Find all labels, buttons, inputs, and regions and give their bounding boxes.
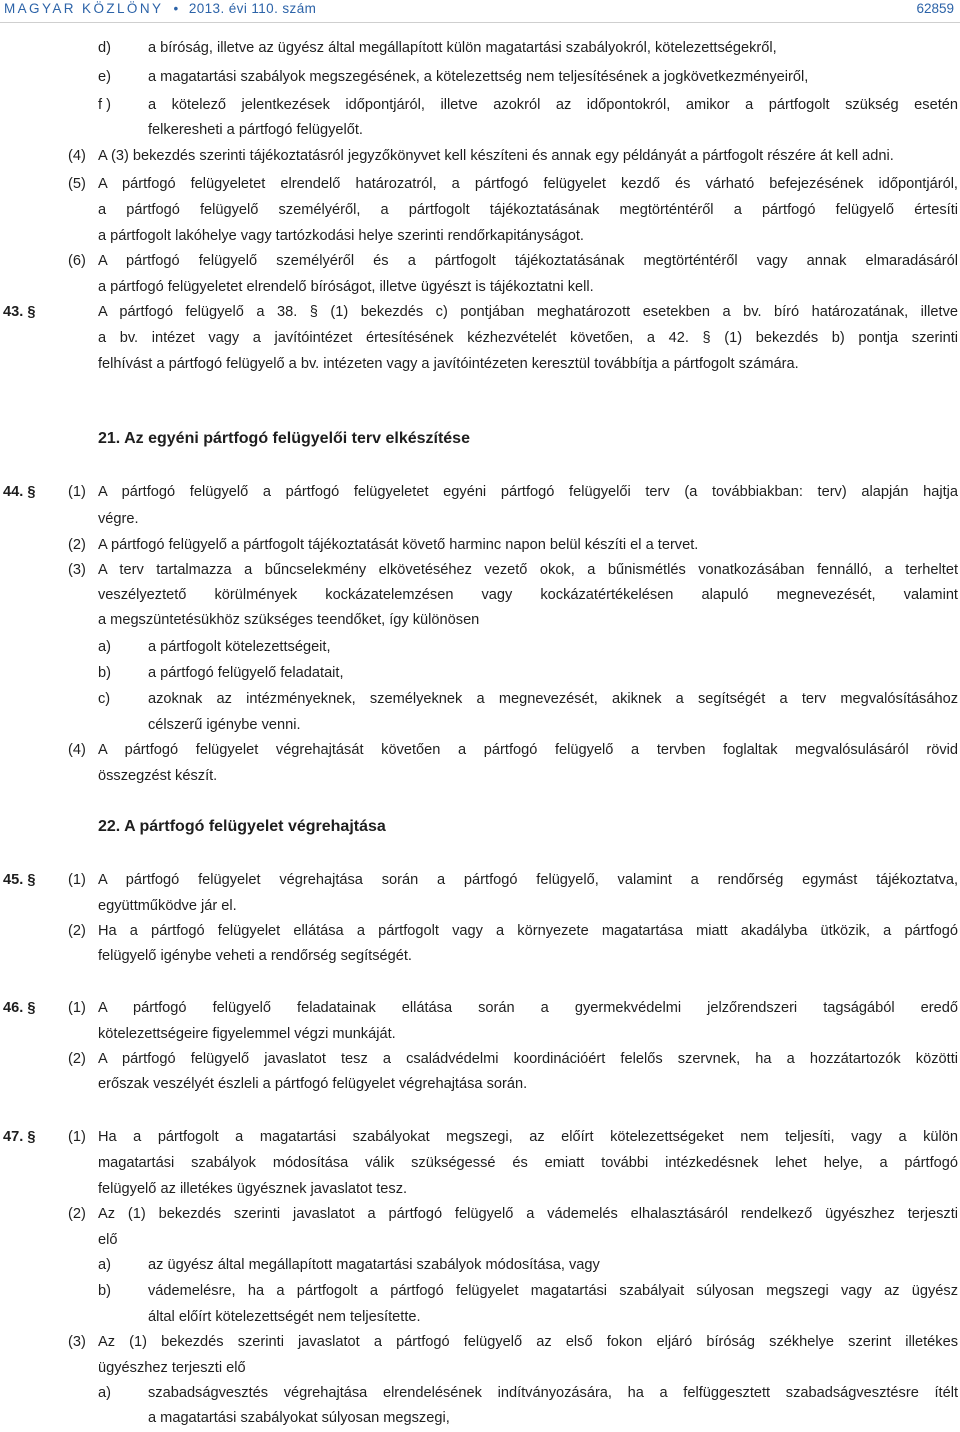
- s45-para-2-line: felügyelő igénybe veheti a rendőrség segítségét.: [98, 948, 412, 964]
- section-45-number: 45. §: [3, 872, 36, 888]
- header-publication: [4, 1, 316, 16]
- s45-para-1-label: (1): [68, 872, 86, 888]
- page-number: 62859: [916, 1, 954, 16]
- para-4-label: (4): [68, 148, 86, 164]
- para-5-line: a pártfogó felügyelő személyéről, a pártfogolt tájékoztatásának megtörténtéről a pártfogó felügyelő értesíti: [98, 202, 958, 218]
- page-header: [0, 0, 960, 24]
- s47-item-a-label: a): [98, 1257, 111, 1273]
- s45-para-2-label: (2): [68, 923, 86, 939]
- s44-para-3-line: a megszüntetésükhöz szükséges teendőket, így különösen: [98, 612, 480, 628]
- s44-item-c-label: c): [98, 691, 111, 707]
- s47-para-2-label: (2): [68, 1206, 86, 1222]
- s47-item-3a-line: szabadságvesztés végrehajtása elrendelésének indítványozására, ha a felfüggesztett szabadságvesztésre ítélt: [148, 1385, 958, 1401]
- s47-para-3-label: (3): [68, 1334, 86, 1350]
- item-e-label: e): [98, 69, 111, 85]
- item-f-label: f ): [98, 97, 111, 113]
- s47-para-2-line: Az (1) bekezdés szerinti javaslatot a pártfogó felügyelő a vádemelés elhalasztásáról rendelkező ügyészhez terjeszti: [98, 1206, 958, 1222]
- s44-item-b-line: a pártfogó felügyelő feladatait,: [148, 665, 344, 681]
- para-6-line: A pártfogó felügyelő személyéről és a pártfogolt tájékoztatásának megtörténtéről vagy annak elmaradásáról: [98, 253, 958, 269]
- para-6-line: a pártfogó felügyeletet elrendelő bíróságot, illetve ügyészt is tájékoztatni kell.: [98, 279, 594, 295]
- s47-item-3a-label: a): [98, 1385, 111, 1401]
- s44-para-2-line: A pártfogó felügyelő a pártfogolt tájékoztatását követő harminc napon belül készíti el a tervet.: [98, 537, 699, 553]
- s47-item-b-line: vádemelésre, ha a pártfogolt a pártfogó felügyelet magatartási szabályait súlyosan megszegi vagy az ügyész: [148, 1283, 958, 1299]
- section-43-number: 43. §: [3, 304, 36, 320]
- s44-item-a-label: a): [98, 639, 111, 655]
- s46-para-2-line: erőszak veszélyét észleli a pártfogó felügyelet végrehajtása során.: [98, 1076, 528, 1092]
- s44-item-a-line: a pártfogolt kötelezettségeit,: [148, 639, 331, 655]
- item-d-line: a bíróság, illetve az ügyész által megállapított külön magatartási szabályokról, kötelezettségekről,: [148, 40, 777, 56]
- s47-para-3-line: ügyészhez terjeszti elő: [98, 1360, 246, 1376]
- s44-para-3-line: veszélyeztető körülmények kockázatelemzésen vagy kockázatértékelésen alapuló megnevezését, valamint: [98, 587, 958, 603]
- s44-para-1-label: (1): [68, 484, 86, 500]
- s47-para-1-line: Ha a pártfogolt a magatartási szabályokat megszegi, az előírt kötelezettségeket nem teljesíti, vagy a külön: [98, 1129, 958, 1145]
- para-5-label: (5): [68, 176, 86, 192]
- s46-para-2-label: (2): [68, 1051, 86, 1067]
- section-43-text-line: a bv. intézet vagy a javítóintézet értesítésének kézhezvételét követően, a 42. § (1) bekezdés b) pontja szerinti: [98, 330, 958, 346]
- s44-para-4-label: (4): [68, 742, 86, 758]
- s44-item-b-label: b): [98, 665, 111, 681]
- para-4-line: A (3) bekezdés szerinti tájékoztatásról jegyzőkönyvet kell készíteni és annak egy példányát a pártfogolt részére át kell adni.: [98, 148, 894, 164]
- s47-para-2-line: elő: [98, 1232, 118, 1248]
- s44-para-2-label: (2): [68, 537, 86, 553]
- s44-para-1-line: A pártfogó felügyelő a pártfogó felügyeletet egyéni pártfogó felügyelői terv (a továbbiakban: terv) alapján hajtja: [98, 484, 958, 500]
- s46-para-1-line: A pártfogó felügyelő feladatainak ellátása során a gyermekvédelmi jelzőrendszeri tagságából eredő: [98, 1000, 958, 1016]
- s44-para-1-line: végre.: [98, 511, 139, 527]
- s45-para-2-line: Ha a pártfogó felügyelet ellátása a pártfogolt vagy a környezete magatartása miatt akadályba ütközik, a pártfogó: [98, 923, 958, 939]
- s47-para-3-line: Az (1) bekezdés szerinti javaslatot a pártfogó felügyelő az első fokon eljáró bíróság székhelye szerint illetékes: [98, 1334, 958, 1350]
- issue-label: 2013. évi 110. szám: [188, 1, 317, 16]
- heading-22: 22. A pártfogó felügyelet végrehajtása: [98, 818, 386, 835]
- section-46-number: 46. §: [3, 1000, 36, 1016]
- section-43-text-line: A pártfogó felügyelő a 38. § (1) bekezdés c) pontjában meghatározott esetekben a bv. bíró határozatának, illetve: [98, 304, 958, 320]
- s47-item-b-label: b): [98, 1283, 111, 1299]
- s44-para-3-label: (3): [68, 562, 86, 578]
- s44-para-4-line: A pártfogó felügyelet végrehajtását követően a pártfogó felügyelő a tervben foglaltak megvalósulásáról rövid: [98, 742, 958, 758]
- s46-para-2-line: A pártfogó felügyelő javaslatot tesz a családvédelmi koordinációért felelős szervnek, ha a hozzátartozók közötti: [98, 1051, 958, 1067]
- header-rule: [0, 22, 960, 23]
- s46-para-1-line: kötelezettségeire figyelemmel végzi munkáját.: [98, 1026, 396, 1042]
- s45-para-1-line: együttműködve jár el.: [98, 898, 237, 914]
- para-6-label: (6): [68, 253, 86, 269]
- item-f-line: a kötelező jelentkezések időpontjáról, illetve azokról az időpontokról, amikor a pártfogolt szükség esetén: [148, 97, 958, 113]
- s44-para-4-line: összegzést készít.: [98, 768, 218, 784]
- para-5-line: A pártfogó felügyeletet elrendelő határozatról, a pártfogó felügyelet kezdő és várható befejezésének időpontjáról,: [98, 176, 958, 192]
- section-44-number: 44. §: [3, 484, 36, 500]
- header-bullet: •: [173, 1, 179, 16]
- heading-21: 21. Az egyéni pártfogó felügyelői terv elkészítése: [98, 430, 470, 447]
- s46-para-1-label: (1): [68, 1000, 86, 1016]
- para-5-line: a pártfogolt lakóhelye vagy tartózkodási helye szerinti rendőrkapitányságot.: [98, 228, 584, 244]
- section-43-text-line: felhívást a pártfogó felügyelő a bv. intézeten vagy a javítóintézeten keresztül továbbítja a pártfogolt számára.: [98, 356, 799, 372]
- section-47-number: 47. §: [3, 1129, 36, 1145]
- s47-para-1-line: magatartási szabályok módosítása válik szükségessé és emiatt további intézkedésnek lehet helye, a pártfogó: [98, 1155, 958, 1171]
- s47-item-a-line: az ügyész által megállapított magatartási szabályok módosítása, vagy: [148, 1257, 600, 1273]
- s44-item-c-line: azoknak az intézményeknek, személyeknek a megnevezését, akiknek a segítségét a terv megvalósításához: [148, 691, 958, 707]
- s44-item-c-line: célszerű igénybe venni.: [148, 717, 301, 733]
- item-f-line: felkeresheti a pártfogó felügyelőt.: [148, 122, 363, 138]
- item-e-line: a magatartási szabályok megszegésének, a kötelezettség nem teljesítésének a jogkövetkezményeiről,: [148, 69, 809, 85]
- item-d-label: d): [98, 40, 111, 56]
- s47-item-b-line: által előírt kötelezettségét nem teljesítette.: [148, 1309, 421, 1325]
- s45-para-1-line: A pártfogó felügyelet végrehajtása során a pártfogó felügyelő, valamint a rendőrség egymást tájékoztatva,: [98, 872, 958, 888]
- s44-para-3-line: A terv tartalmazza a bűncselekmény elkövetéséhez vezető okok, a bűnismétlés vonatkozásában fennálló, a terheltet: [98, 562, 958, 578]
- publication-title: MAGYAR KÖZLÖNY: [4, 1, 164, 16]
- s47-item-3a-line: a magatartási szabályokat súlyosan megszegi,: [148, 1410, 450, 1426]
- s47-para-1-line: felügyelő az illetékes ügyésznek javaslatot tesz.: [98, 1181, 408, 1197]
- s47-para-1-label: (1): [68, 1129, 86, 1145]
